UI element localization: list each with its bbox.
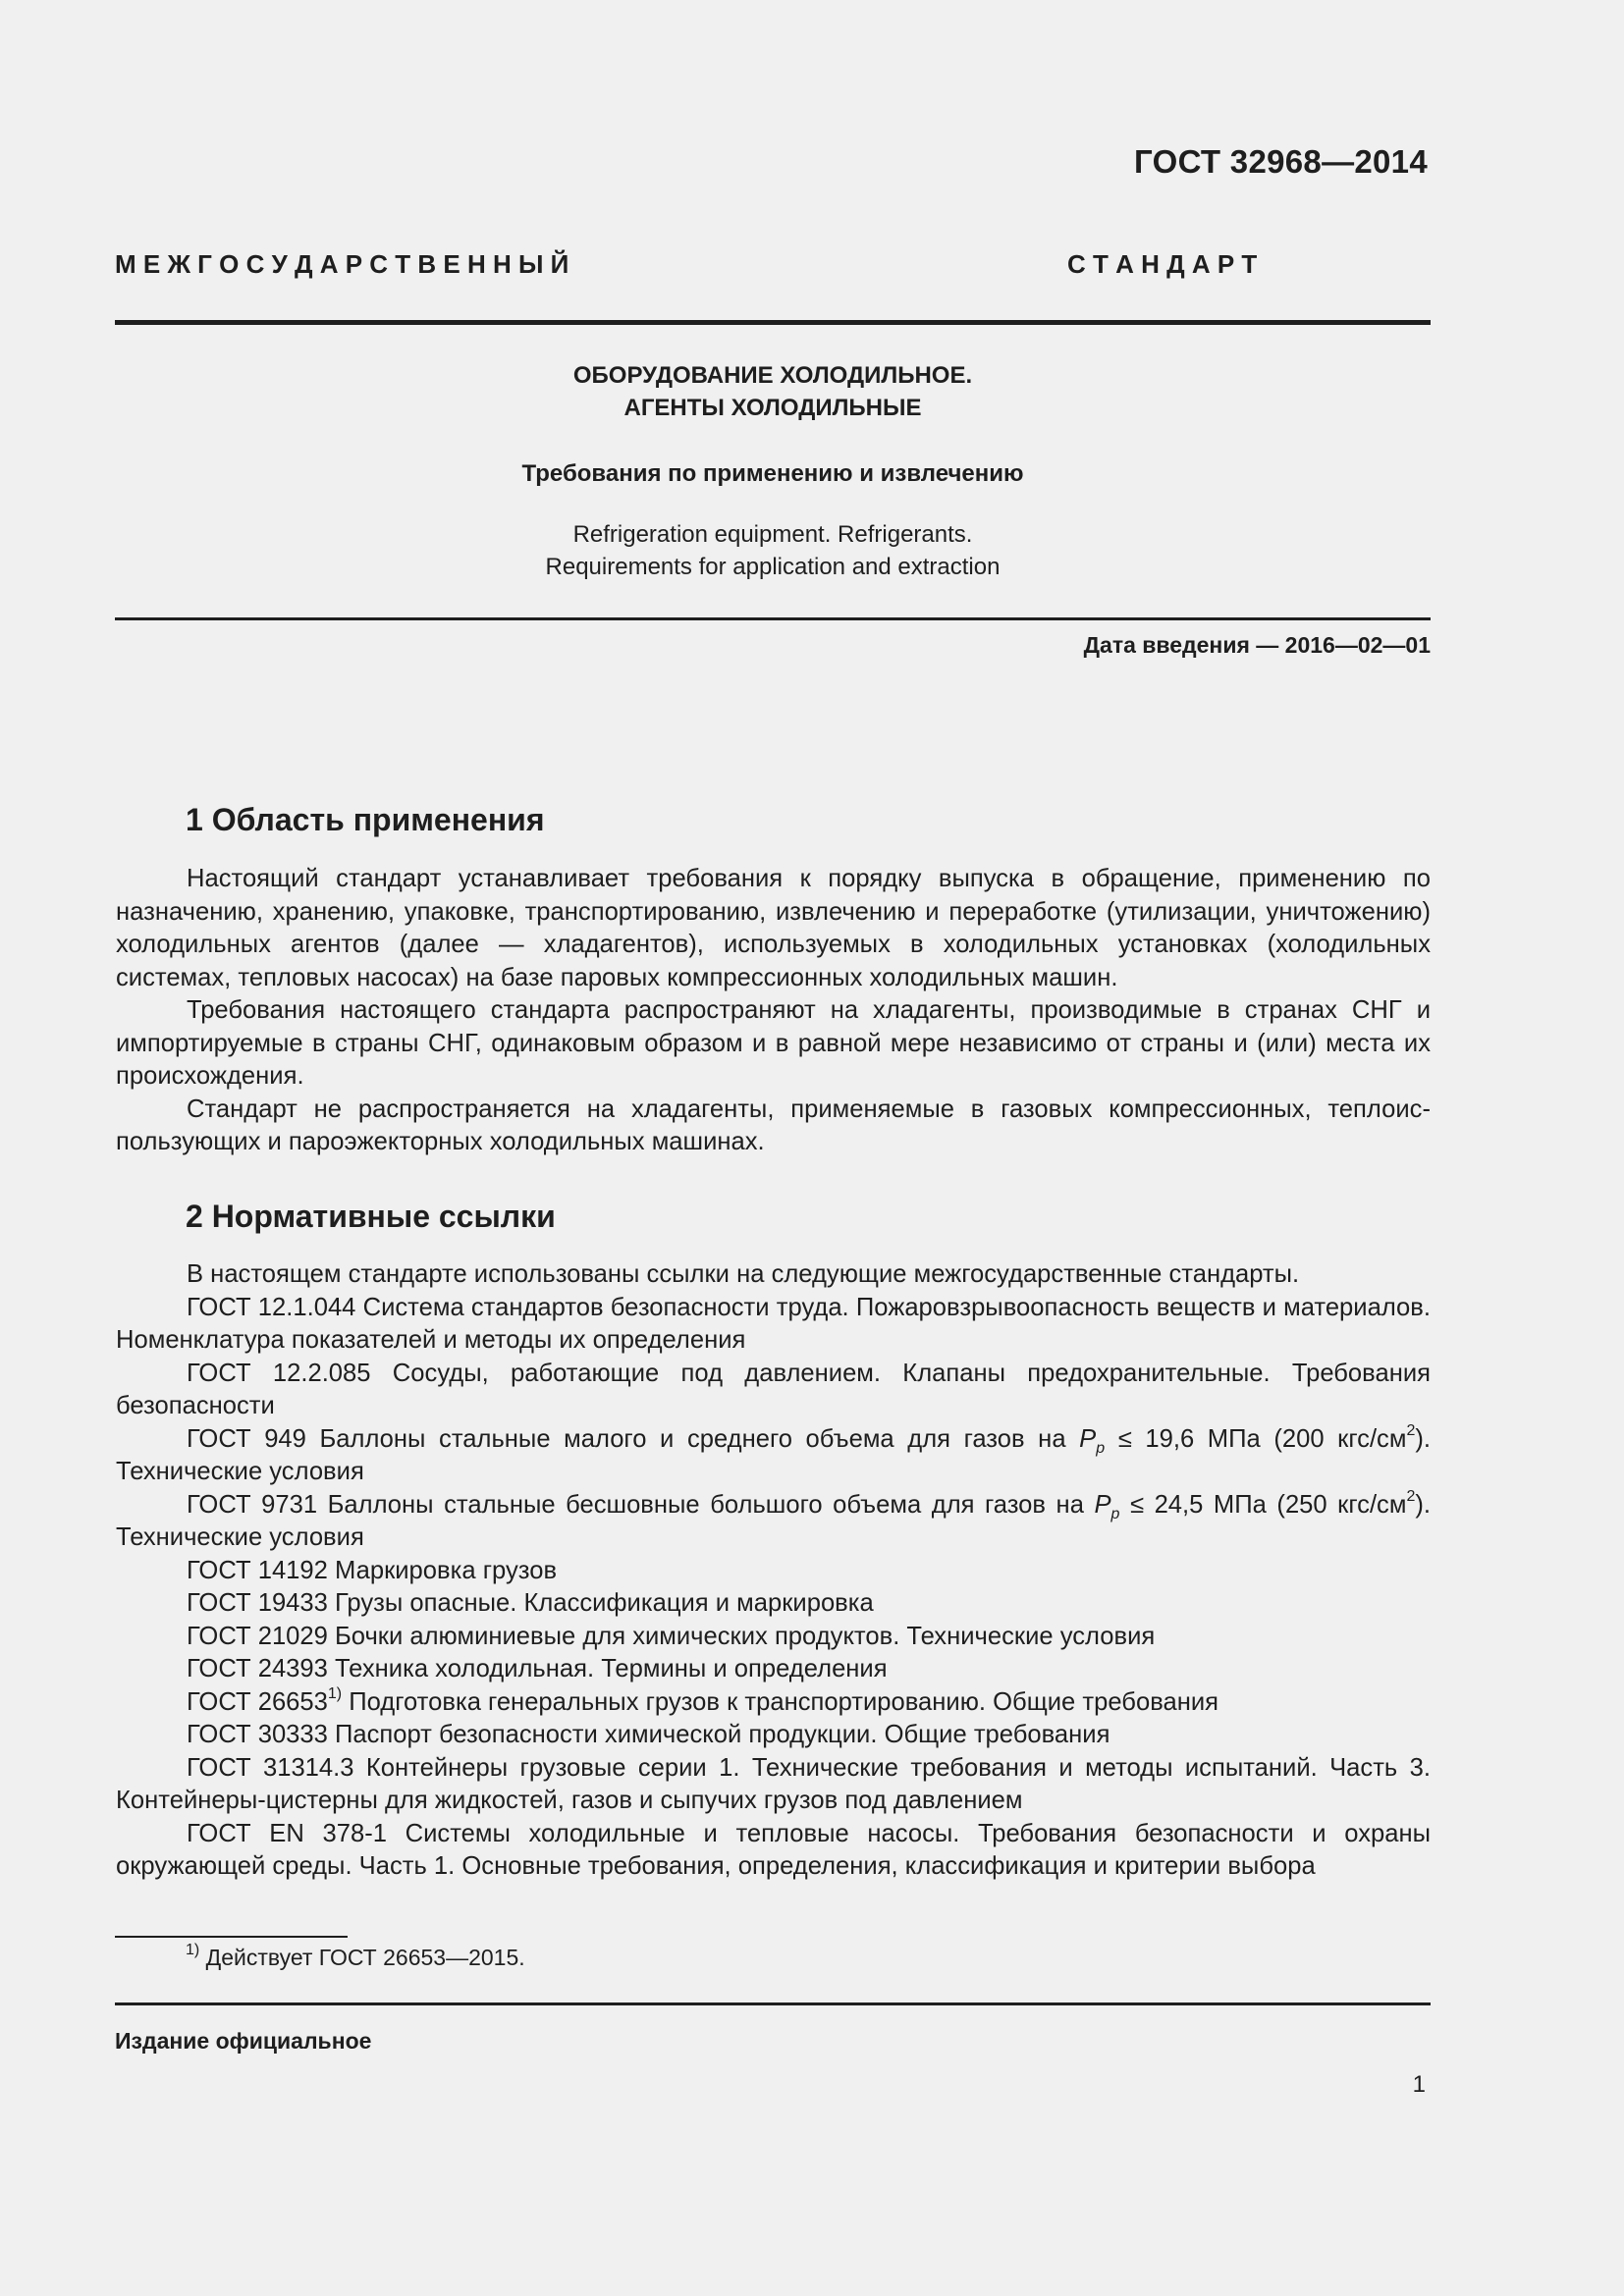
footnote-separator [115, 1936, 348, 1938]
section-1-heading: 1 Область применения [186, 802, 545, 837]
section-1-paragraph: Требования настоящего стандарта распространяют на хладагенты, производимые в странах СНГ и импортируемые в страны СНГ, одинаковым образом и в равной мере независимо от страны и (или) места их происхождения. [116, 996, 1431, 1090]
reference-item: ГОСТ 19433 Грузы опасные. Классификация и маркировка [187, 1589, 874, 1617]
footnote-text: Действует ГОСТ 26653—2015. [199, 1945, 525, 1970]
reference-item: ГОСТ 21029 Бочки алюминиевые для химических продуктов. Технические условия [187, 1622, 1156, 1650]
standard-type-word-2: С Т А Н Д А Р Т [1067, 249, 1258, 279]
section-2-body [116, 1258, 1431, 1884]
reference-item: ГОСТ 9731 Баллоны стальные бесшовные большого объема для газов на $P_p \le 24,5$ МПа (250 кгс/$см^2$). Технические условия [116, 1487, 1431, 1551]
english-title [115, 518, 1431, 583]
reference-item: ГОСТ 31314.3 Контейнеры грузовые серии 1. Технические требования и методы испытаний. Часть 3. Контейнеры-цистерны для жидкостей, газов и сыпучих грузов под давлением [116, 1753, 1431, 1814]
section-1-paragraph: Стандарт не распространяется на хладагенты, применяемые в газовых компрессионных, теплоиспользующих и пароэжекторных холодильных машинах. [116, 1095, 1431, 1155]
standard-type-word-1: М Е Ж Г О С У Д А Р С Т В Е Н Н Ы Й [115, 249, 569, 279]
section-2-heading: 2 Нормативные ссылки [186, 1199, 556, 1234]
document-title [115, 359, 1431, 424]
reference-item: ГОСТ 12.1.044 Система стандартов безопасности труда. Пожаровзрывоопасность веществ и материалов. Номенклатура показателей и методы их определения [116, 1293, 1431, 1354]
edition-label: Издание официальное [115, 2028, 372, 2054]
reference-item: ГОСТ 949 Баллоны стальные малого и среднего объема для газов на $P_p \le 19,6$ МПа (200 кгс/$см^2$). Технические условия [116, 1421, 1431, 1485]
footnote-reference: 1) [327, 1684, 343, 1702]
reference-item: ГОСТ 12.2.085 Сосуды, работающие под давлением. Клапаны предохранительные. Требования безопасности [116, 1359, 1431, 1419]
section-1-paragraph: Настоящий стандарт устанавливает требования к порядку выпуска в обращение, применению по назначению, хранению, упаковке, транспортированию, извлечению и переработке (утилизации, уничтожению) холодильных агентов (далее — хладагентов), используемых в холодильных установках (холодильных системах, тепловых насосах) на базе паровых компрессионных холодильных машин. [116, 865, 1431, 991]
title-line-1: ОБОРУДОВАНИЕ ХОЛОДИЛЬНОЕ. [572, 362, 973, 389]
title-bottom-rule [115, 617, 1431, 620]
reference-intro: В настоящем стандарте использованы ссылки на следующие межгосударственные стандарты. [187, 1260, 1300, 1288]
english-title-line-1: Refrigeration equipment. Refrigerants. [572, 521, 973, 548]
title-line-2: АГЕНТЫ ХОЛОДИЛЬНЫЕ [623, 395, 922, 421]
section-1-body [116, 863, 1431, 1159]
reference-item: ГОСТ 24393 Техника холодильная. Термины и определения [187, 1655, 888, 1682]
reference-item: ГОСТ 26653$^{1)}$ Подготовка генеральных грузов к транспортированию. Общие требования [187, 1684, 1219, 1716]
top-rule [115, 320, 1431, 325]
document-subtitle: Требования по применению и извлечению [521, 460, 1024, 487]
reference-item: ГОСТ EN 378-1 Системы холодильные и тепловые насосы. Требования безопасности и охраны окружающей среды. Часть 1. Основные требования, определения, классификация и критерии выбора [116, 1819, 1431, 1880]
bottom-rule [115, 2002, 1431, 2005]
footnote-mark: 1) [186, 1942, 200, 1959]
standard-type-heading [115, 249, 1431, 280]
standard-number: ГОСТ 32968—2014 [1134, 143, 1428, 180]
page-number: 1 [1412, 2071, 1426, 2098]
english-title-line-2: Requirements for application and extraction [545, 554, 1001, 580]
introduction-date: Дата введения — 2016—02—01 [1083, 632, 1431, 658]
footnote [186, 1942, 525, 1974]
reference-item: ГОСТ 14192 Маркировка грузов [187, 1556, 558, 1584]
reference-item: ГОСТ 30333 Паспорт безопасности химической продукции. Общие требования [187, 1721, 1110, 1748]
